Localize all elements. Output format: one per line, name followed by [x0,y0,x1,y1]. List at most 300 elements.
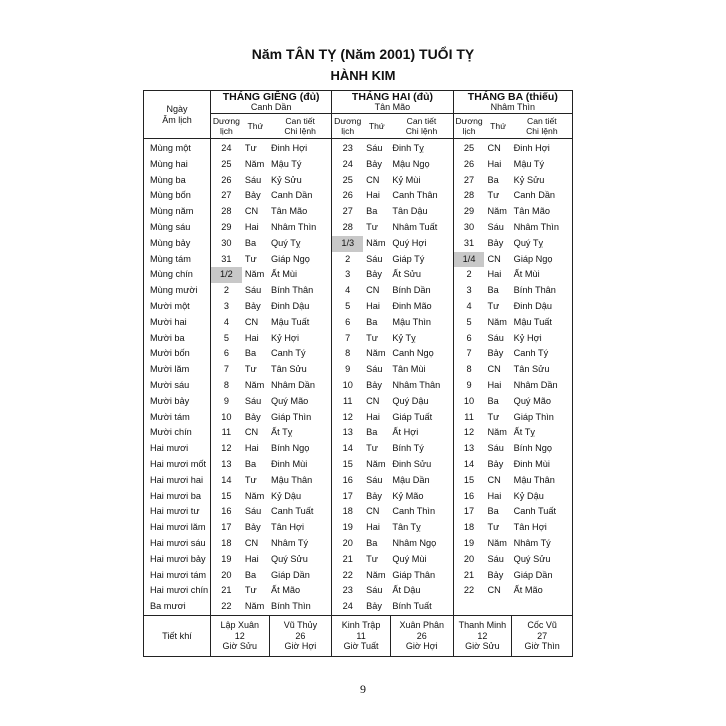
weekday-cell: Hai [366,522,380,533]
table-row [144,204,573,220]
solar-date-cell: 1/2 [210,267,241,283]
solar-date-cell: 5 [210,331,241,347]
lunar-day-cell: Mười một [144,299,211,315]
weekday-cell: Sáu [244,395,262,406]
can-chi-cell: Ất Mão [512,583,573,599]
table-row [144,252,573,268]
can-chi-cell: Canh Dần [512,188,573,204]
solar-date-cell: 13 [210,457,241,473]
page-number: 9 [360,682,366,696]
weekday-cell: Sáu [487,332,504,343]
can-chi-cell: Bính Thân [512,283,573,299]
weekday-cell: CN [244,316,259,327]
can-chi-cell: Quý Mão [512,394,573,410]
table-row [144,599,573,615]
can-chi-cell: Kỷ Sửu [512,173,573,189]
weekday-cell: Ba [487,506,499,517]
month-can-chi: Canh Dần [250,102,292,112]
solar-date-cell: 26 [210,173,241,189]
weekday-cell: CN [487,253,501,264]
weekday-cell: Năm [366,348,386,359]
lunar-day-cell: Hai mươi lăm [144,520,211,536]
solar-date-cell: 10 [210,410,241,426]
weekday-cell: CN [366,285,380,296]
solar-date-cell: 27 [453,173,484,189]
month-header-1 [210,91,331,114]
table-row [144,362,573,378]
can-chi-header: Can tiết Chi lệnh [512,114,573,139]
can-chi-cell: Nhâm Tuất [390,220,453,236]
weekday-cell: Ba [366,427,378,438]
can-chi-cell: Giáp Thìn [269,410,332,426]
weekday-cell: Hai [366,190,380,201]
month-name: THÁNG GIÊNG (đủ) [222,91,320,103]
can-chi-cell: Canh Tuất [512,504,573,520]
tiet-khi-cell: Vũ Thủy 26 Giờ Hợi [269,615,332,656]
lunar-day-cell: Mùng hai [144,157,211,173]
weekday-cell: Sáu [366,143,383,153]
weekday-cell: Năm [242,599,269,615]
lunar-day-cell: Mười sáu [144,378,211,394]
lunar-day-cell: Mười hai [144,315,211,331]
weekday-cell: Sáu [244,506,262,517]
solar-date-cell: 20 [332,536,363,552]
lunar-day-cell: Mười lăm [144,362,211,378]
solar-date-cell: 6 [210,346,241,362]
weekday-header: Thứ [242,114,269,139]
solar-date-cell: 19 [453,536,484,552]
weekday-cell: CN [487,364,501,375]
can-chi-cell: Tân Sửu [512,362,573,378]
can-chi-cell: Đinh Mão [390,299,453,315]
solar-date-cell: 4 [332,283,363,299]
weekday-cell: Ba [487,174,499,185]
can-chi-cell: Giáp Tý [390,252,453,268]
table-row [144,583,573,599]
can-chi-cell: Canh Tý [512,346,573,362]
solar-date-cell: 27 [210,188,241,204]
month-header-3 [453,91,572,114]
solar-date-cell: 24 [210,139,241,157]
lunar-day-cell: Hai mươi ba [144,489,211,505]
can-chi-cell: Mậu Tuất [512,315,573,331]
can-chi-cell: Giáp Thìn [512,410,573,426]
solar-date-cell: 19 [210,552,241,568]
can-chi-cell: Quý Tỵ [269,236,332,252]
table-row [144,173,573,189]
weekday-cell: Hai [487,379,502,390]
weekday-cell: Bảy [366,490,382,501]
weekday-cell: Sáu [487,443,504,454]
lunar-day-cell: Mùng chín [144,267,211,283]
can-chi-cell: Ất Tỵ [269,425,332,441]
solar-date-cell: 29 [453,204,484,220]
lunar-day-cell: Mùng ba [144,173,211,189]
weekday-cell: Hai [487,269,502,280]
weekday-cell: Sáu [487,553,504,564]
lunar-day-cell: Hai mươi mốt [144,457,211,473]
weekday-cell: Hai [244,553,259,564]
tiet-khi-cell: Thanh Minh 12 Giờ Sửu [453,615,512,656]
can-chi-cell: Kỷ Dậu [512,489,573,505]
can-chi-cell: Canh Thìn [390,504,453,520]
month-header-2 [332,91,453,114]
weekday-cell: Năm [244,490,265,501]
month-can-chi: Nhâm Thìn [490,102,535,112]
table-row [144,489,573,505]
solar-date-cell: 8 [332,346,363,362]
solar-date-cell: 2 [332,252,363,268]
can-chi-cell: Bính Ngọ [269,441,332,457]
weekday-cell: CN [244,427,259,438]
solar-date-cell: 12 [332,410,363,426]
can-chi-cell: Nhâm Dần [269,378,332,394]
can-chi-cell: Kỷ Tỵ [390,331,453,347]
can-chi-cell: Bính Tý [390,441,453,457]
can-chi-cell: Nhâm Thìn [269,220,332,236]
table-row [144,568,573,584]
solar-date-header: Dương lịch [453,114,484,139]
solar-date-cell: 14 [332,441,363,457]
table-row [144,346,573,362]
solar-date-cell: 3 [332,267,363,283]
weekday-cell: Tư [487,411,500,422]
lunar-day-cell: Ba mươi [144,599,211,615]
weekday-cell: Năm [366,569,386,580]
lunar-day-cell: Mùng một [144,139,211,157]
weekday-cell: CN [244,206,259,217]
weekday-cell: CN [487,585,501,596]
solar-date-cell: 17 [332,489,363,505]
weekday-cell: Tư [487,522,500,533]
solar-date-cell: 18 [453,520,484,536]
can-chi-cell: Canh Ngọ [390,346,453,362]
can-chi-cell: Mậu Tuất [269,315,332,331]
solar-date-cell: 15 [332,457,363,473]
lunar-day-cell: Hai mươi bảy [144,552,211,568]
table-row [144,410,573,426]
solar-date-cell: 28 [210,204,241,220]
can-chi-cell: Quý Mão [269,394,332,410]
weekday-cell: Năm [366,458,386,469]
can-chi-cell: Tân Mùi [390,362,453,378]
can-chi-cell: Ất Dậu [390,583,453,599]
weekday-cell: CN [366,506,380,517]
solar-date-cell: 11 [210,425,241,441]
weekday-cell: Sáu [244,285,262,296]
lunar-day-cell: Mười chín [144,425,211,441]
lunar-day-cell: Hai mươi chín [144,583,211,599]
solar-date-cell: 22 [332,568,363,584]
table-row [144,283,573,299]
weekday-cell: Năm [487,537,507,548]
tiet-khi-cell: Lập Xuân 12 Giờ Sửu [210,615,269,656]
solar-date-cell: 17 [453,504,484,520]
weekday-cell: Tư [366,443,378,454]
can-chi-cell: Tân Tỵ [390,520,453,536]
weekday-cell: Ba [487,285,499,296]
weekday-cell: Ba [366,206,378,217]
weekday-cell: Hai [366,300,380,311]
can-chi-cell: Nhâm Tý [269,536,332,552]
can-chi-cell: Kỷ Dậu [269,489,332,505]
solar-date-cell: 25 [453,139,484,157]
solar-date-cell: 29 [210,220,241,236]
solar-date-cell: 12 [453,425,484,441]
solar-date-cell [453,599,484,615]
weekday-cell: Tư [487,190,500,201]
can-chi-cell: Bính Ngọ [512,441,573,457]
weekday-cell: Tư [366,221,378,232]
table-row [144,188,573,204]
lunar-day-cell: Mười bốn [144,346,211,362]
can-chi-cell: Ất Mùi [512,267,573,283]
solar-date-cell: 13 [332,425,363,441]
weekday-cell: Ba [244,569,257,580]
weekday-cell: Bảy [366,379,382,390]
solar-date-cell: 4 [210,315,241,331]
can-chi-cell: Mậu Ngọ [390,157,453,173]
table-row [144,504,573,520]
solar-date-cell: 14 [453,457,484,473]
weekday-cell: Tư [244,253,257,264]
lunar-day-cell: Mùng bảy [144,236,211,252]
can-chi-cell: Tân Hợi [269,520,332,536]
solar-date-cell: 31 [453,236,484,252]
table-row [144,267,573,283]
weekday-cell: Năm [244,379,265,390]
can-chi-cell: Đinh Dậu [512,299,573,315]
can-chi-cell: Ất Mão [269,583,332,599]
lunar-day-cell: Mười ba [144,331,211,347]
lunar-day-cell: Hai mươi [144,441,211,457]
can-chi-cell: Tân Sửu [269,362,332,378]
lunar-day-cell: Mùng bốn [144,188,211,204]
weekday-cell: Tư [244,364,257,375]
solar-date-cell: 5 [453,315,484,331]
weekday-cell: Sáu [366,474,383,485]
solar-date-cell: 30 [210,236,241,252]
tiet-khi-section [144,615,573,656]
lunar-day-header [144,91,211,139]
table-row [144,157,573,173]
weekday-cell: Bảy [363,599,390,615]
solar-date-cell: 31 [210,252,241,268]
solar-date-cell: 10 [453,394,484,410]
weekday-cell: CN [244,537,259,548]
solar-date-cell: 7 [332,331,363,347]
weekday-cell: Bảy [487,237,504,248]
weekday-cell: Năm [487,427,507,438]
table-row [144,299,573,315]
can-chi-cell: Tân Mão [269,204,332,220]
weekday-cell: Tư [244,143,257,153]
solar-date-cell: 18 [332,504,363,520]
table-row [144,457,573,473]
can-chi-cell: Giáp Ngọ [269,252,332,268]
solar-date-cell: 11 [453,410,484,426]
weekday-cell: Tư [244,474,257,485]
tiet-khi-cell: Cốc Vũ 27 Giờ Thìn [512,615,573,656]
solar-date-cell: 27 [332,204,363,220]
weekday-cell: Bảy [244,522,261,533]
solar-date-cell: 16 [332,473,363,489]
can-chi-cell: Quý Mùi [390,552,453,568]
can-chi-header: Can tiết Chi lệnh [269,114,332,139]
solar-date-cell: 6 [332,315,363,331]
can-chi-cell: Kỷ Hợi [269,331,332,347]
can-chi-cell: Giáp Dần [512,568,573,584]
can-chi-cell: Nhâm Tý [512,536,573,552]
can-chi-cell: Nhâm Ngọ [390,536,453,552]
can-chi-cell: Bính Tuất [390,599,453,615]
weekday-cell: CN [487,143,501,153]
solar-date-cell: 15 [210,489,241,505]
solar-date-cell: 23 [332,139,363,157]
can-chi-cell: Mậu Thìn [390,315,453,331]
lunar-day-cell: Hai mươi tư [144,504,211,520]
solar-date-cell: 9 [332,362,363,378]
solar-date-cell: 11 [332,394,363,410]
can-chi-cell: Đinh Tỵ [390,139,453,157]
solar-date-cell: 30 [453,220,484,236]
month-name: THÁNG BA (thiếu) [467,91,558,103]
weekday-cell: Bảy [487,458,504,469]
table-row [144,425,573,441]
can-chi-cell: Tân Mão [512,204,573,220]
can-chi-cell: Bính Dần [390,283,453,299]
weekday-cell [484,599,511,615]
solar-date-cell: 18 [210,536,241,552]
can-chi-cell: Đinh Sửu [390,457,453,473]
solar-date-cell: 5 [332,299,363,315]
page-title: Năm TÂN TỴ (Năm 2001) TUỔI TỴ [251,46,475,62]
weekday-cell: Bảy [244,190,261,201]
solar-date-cell: 25 [332,173,363,189]
can-chi-cell: Đinh Hợi [269,139,332,157]
can-chi-cell: Kỷ Hợi [512,331,573,347]
can-chi-cell: Ất Mùi [269,267,332,283]
solar-date-cell: 1/4 [453,252,484,268]
lunar-day-cell: Hai mươi hai [144,473,211,489]
can-chi-cell: Quý Sửu [512,552,573,568]
weekday-cell: Tư [487,300,500,311]
weekday-cell: Hai [366,411,380,422]
solar-date-cell: 28 [453,188,484,204]
weekday-cell: Bảy [244,300,261,311]
solar-date-cell: 10 [332,378,363,394]
table-row [144,552,573,568]
solar-date-cell: 4 [453,299,484,315]
solar-date-cell: 22 [210,599,241,615]
can-chi-cell: Kỷ Mùi [390,173,453,189]
can-chi-cell: Tân Dậu [390,204,453,220]
lunar-day-cell: Mùng năm [144,204,211,220]
can-chi-cell: Nhâm Thìn [512,220,573,236]
weekday-cell: Năm [366,237,386,248]
can-chi-header: Can tiết Chi lệnh [390,114,453,139]
can-chi-cell: Nhâm Dần [512,378,573,394]
weekday-cell: Bảy [366,269,382,280]
solar-date-cell: 2 [453,267,484,283]
can-chi-cell: Giáp Ngọ [512,252,573,268]
solar-date-cell: 15 [453,473,484,489]
can-chi-cell: Đinh Mùi [512,457,573,473]
lunar-day-cell: Mười bảy [144,394,211,410]
can-chi-cell: Mậu Tý [269,157,332,173]
solar-date-cell: 21 [332,552,363,568]
can-chi-cell: Đinh Hợi [512,139,573,157]
table-row [144,394,573,410]
solar-date-cell: 20 [453,552,484,568]
can-chi-cell: Mậu Thân [512,473,573,489]
weekday-cell: Tư [366,332,378,343]
solar-date-cell: 26 [332,188,363,204]
solar-date-cell: 24 [332,157,363,173]
can-chi-cell: Ất Tỵ [512,425,573,441]
solar-date-cell: 25 [210,157,241,173]
solar-date-header: Dương lịch [210,114,241,139]
weekday-cell: CN [366,395,380,406]
can-chi-cell: Ất Hợi [390,425,453,441]
weekday-cell: Ba [244,458,257,469]
weekday-cell: Năm [487,206,507,217]
can-chi-cell: Canh Tuất [269,504,332,520]
solar-date-cell: 19 [332,520,363,536]
can-chi-cell: Giáp Tuất [390,410,453,426]
table-row [144,139,573,157]
solar-date-cell: 8 [453,362,484,378]
solar-date-cell: 7 [453,346,484,362]
weekday-cell: Ba [244,348,257,359]
can-chi-cell: Quý Sửu [269,552,332,568]
table-row [144,331,573,347]
month-name: THÁNG HAI (đủ) [351,91,433,103]
solar-date-cell: 20 [210,568,241,584]
lunar-day-cell: Mùng sáu [144,220,211,236]
table-row [144,520,573,536]
weekday-cell: Bảy [366,158,382,169]
weekday-cell: Sáu [366,585,383,596]
can-chi-cell: Đinh Mùi [269,457,332,473]
weekday-cell: Sáu [366,364,383,375]
weekday-header: Thứ [363,114,390,139]
lunar-day-cell: Mười tám [144,410,211,426]
solar-date-cell: 24 [332,599,363,615]
solar-date-cell: 17 [210,520,241,536]
can-chi-cell: Quý Hợi [390,236,453,252]
can-chi-cell: Canh Tý [269,346,332,362]
table-row [144,220,573,236]
tiet-khi-label: Tiết khí [144,615,211,656]
solar-date-cell: 22 [453,583,484,599]
solar-date-cell: 21 [210,583,241,599]
solar-date-cell: 21 [453,568,484,584]
weekday-cell: Năm [244,269,265,280]
weekday-cell: Năm [244,158,265,169]
solar-date-cell: 9 [210,394,241,410]
solar-date-cell: 1/3 [332,236,363,252]
month-can-chi: Tân Mão [374,102,411,112]
solar-date-cell: 13 [453,441,484,457]
table-row [144,378,573,394]
weekday-cell: Bảy [487,569,504,580]
weekday-cell: Hai [244,221,259,232]
weekday-cell: CN [366,174,380,185]
can-chi-cell: Đinh Dậu [269,299,332,315]
can-chi-cell: Mậu Dần [390,473,453,489]
can-chi-cell: Bính Thìn [269,599,332,615]
